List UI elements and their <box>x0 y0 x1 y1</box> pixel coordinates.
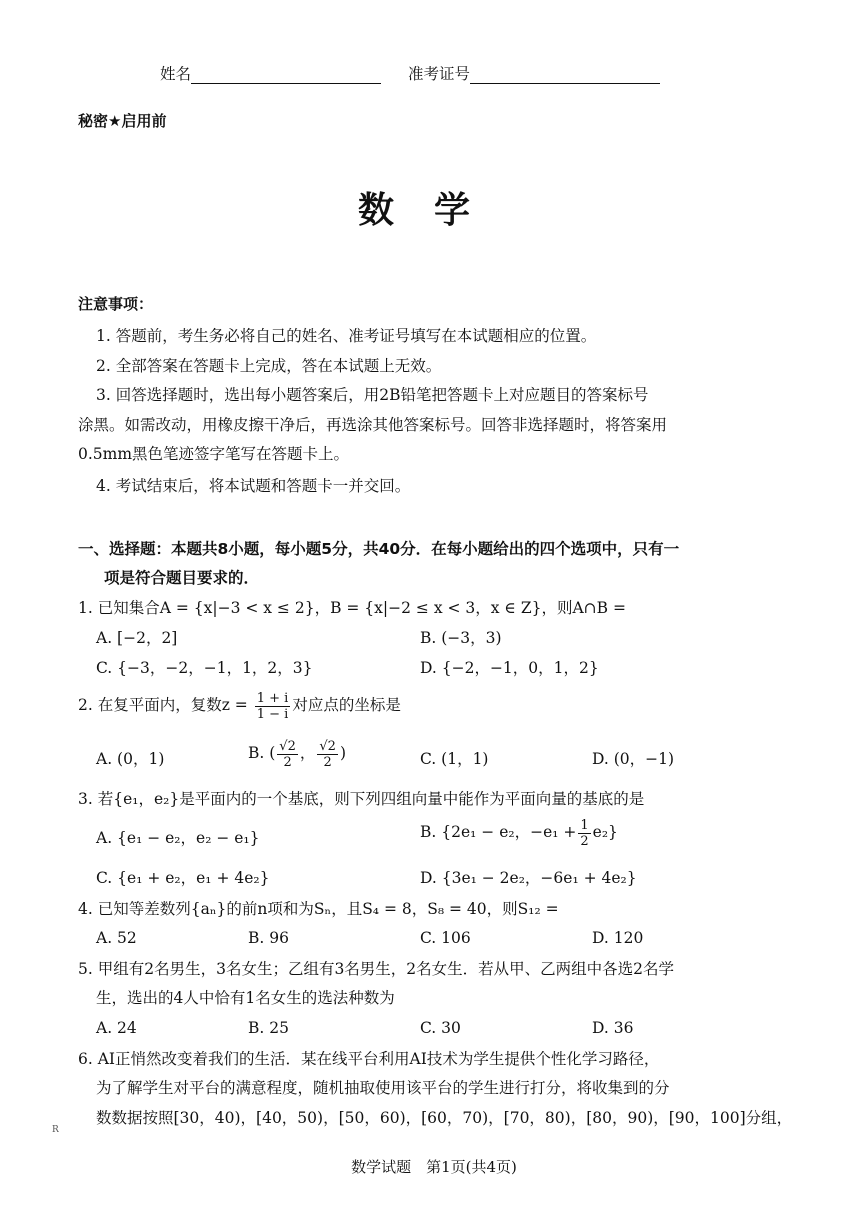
q3-b-frac <box>578 818 590 849</box>
q2-b-den2: 2 <box>323 754 332 770</box>
section-heading: 一、选择题：本题共8小题，每小题5分，共40分．在每小题给出的四个选项中，只有一 <box>78 540 680 558</box>
page-footer: 数学试题 第1页(共4页) <box>351 1158 517 1176</box>
q2-b-den1: 2 <box>283 754 292 770</box>
q3-option-b[interactable] <box>420 815 618 849</box>
q2-b-post: ) <box>339 744 346 762</box>
q6-stem-cont1: 为了解学生对平台的满意程度，随机抽取使用该平台的学生进行打分，将收集到的分 <box>96 1079 670 1097</box>
q2-option-a[interactable]: A. (0，1) <box>96 750 165 768</box>
q3-b-pre: B. {2e₁ − e₂，−e₁ + <box>420 823 577 841</box>
q6-stem: 6. AI正悄然改变着我们的生活．某在线平台利用AI技术为学生提供个性化学习路径， <box>78 1050 660 1068</box>
q1-option-c[interactable]: C. {−3，−2，−1，1，2，3} <box>96 659 313 677</box>
q2-option-d[interactable]: D. (0，−1) <box>592 750 675 768</box>
q2-b-num1: √2 <box>279 738 296 754</box>
name-label: 姓名 <box>160 65 192 83</box>
confidential-label: 秘密★启用前 <box>78 112 167 130</box>
q3-stem: 3. 若{e₁，e₂}是平面内的一个基底，则下列四组向量中能作为平面向量的基底的是 <box>78 790 645 808</box>
notice-item-4: 4. 考试结束后，将本试题和答题卡一并交回。 <box>96 477 411 495</box>
q3-b-den: 2 <box>580 833 589 849</box>
q2-stem-pre: 2. 在复平面内，复数z = <box>78 696 248 714</box>
name-field[interactable] <box>160 62 381 84</box>
notice-item-3-cont: 涂黑。如需改动，用橡皮擦干净后，再选涂其他答案标号。回答非选择题时，将答案用 <box>78 416 668 434</box>
q5-stem: 5. 甲组有2名男生，3名女生；乙组有3名男生，2名女生．若从甲、乙两组中各选2名学 <box>78 960 675 978</box>
exam-id-blank[interactable] <box>470 65 660 84</box>
q2-frac-num: 1 + i <box>256 690 289 706</box>
q4-stem: 4. 已知等差数列{aₙ}的前n项和为Sₙ，且S₄ = 8，S₈ = 40，则S₁₂ = <box>78 900 559 918</box>
q2-option-c[interactable]: C. (1，1) <box>420 750 489 768</box>
notice-item-1: 1. 答题前，考生务必将自己的姓名、准考证号填写在本试题相应的位置。 <box>96 327 597 345</box>
q2-fraction <box>255 691 291 722</box>
section-heading-cont: 项是符合题目要求的． <box>104 569 260 587</box>
q2-b-frac1 <box>277 739 298 770</box>
q4-option-b[interactable]: B. 96 <box>248 929 289 947</box>
q2-option-b[interactable] <box>248 736 346 770</box>
q5-option-a[interactable]: A. 24 <box>96 1019 137 1037</box>
q1-stem: 1. 已知集合A = {x|−3 < x ≤ 2}，B = {x|−2 ≤ x < 3，x ∈ Z}，则A∩B = <box>78 599 626 617</box>
exam-id-field[interactable] <box>408 62 660 84</box>
q6-stem-cont2: 数数据按照[30，40)，[40，50)，[50，60)，[60，70)，[70，80)，[80，90)，[90，100]分组， <box>96 1109 793 1127</box>
q1-option-a[interactable]: A. [−2，2] <box>96 629 178 647</box>
notice-heading: 注意事项： <box>78 295 154 313</box>
notice-item-3-cont2: 0.5mm黑色笔迹签字笔写在答题卡上。 <box>78 445 350 463</box>
margin-mark: R <box>52 1125 59 1135</box>
q3-b-num: 1 <box>580 817 589 833</box>
q1-option-b[interactable]: B. (−3，3) <box>420 629 502 647</box>
q5-option-b[interactable]: B. 25 <box>248 1019 289 1037</box>
exam-id-label: 准考证号 <box>408 65 471 83</box>
q3-option-c[interactable]: C. {e₁ + e₂，e₁ + 4e₂} <box>96 869 270 887</box>
q4-option-d[interactable]: D. 120 <box>592 929 644 947</box>
q3-b-post: e₂} <box>592 823 618 841</box>
q4-option-a[interactable]: A. 52 <box>96 929 137 947</box>
q2-b-pre: B. ( <box>248 744 276 762</box>
page-title: 数学 <box>357 190 510 231</box>
name-blank[interactable] <box>191 65 381 84</box>
q5-stem-cont: 生，选出的4人中恰有1名女生的选法种数为 <box>96 989 395 1007</box>
q2-stem-post: 对应点的坐标是 <box>292 696 401 714</box>
q5-option-c[interactable]: C. 30 <box>420 1019 461 1037</box>
q2-b-num2: √2 <box>319 738 336 754</box>
notice-item-2: 2. 全部答案在答题卡上完成，答在本试题上无效。 <box>96 357 442 375</box>
q2-b-frac2 <box>317 739 338 770</box>
q2-stem <box>78 688 768 722</box>
q4-option-c[interactable]: C. 106 <box>420 929 471 947</box>
q5-option-d[interactable]: D. 36 <box>592 1019 634 1037</box>
q3-option-a[interactable]: A. {e₁ − e₂，e₂ − e₁} <box>96 829 260 847</box>
q1-option-d[interactable]: D. {−2，−1，0，1，2} <box>420 659 599 677</box>
notice-item-3: 3. 回答选择题时，选出每小题答案后，用2B铅笔把答题卡上对应题目的答案标号 <box>96 386 649 404</box>
q2-b-mid: ， <box>299 744 316 762</box>
q2-frac-den: 1 − i <box>256 706 289 722</box>
q3-option-d[interactable]: D. {3e₁ − 2e₂，−6e₁ + 4e₂} <box>420 869 637 887</box>
